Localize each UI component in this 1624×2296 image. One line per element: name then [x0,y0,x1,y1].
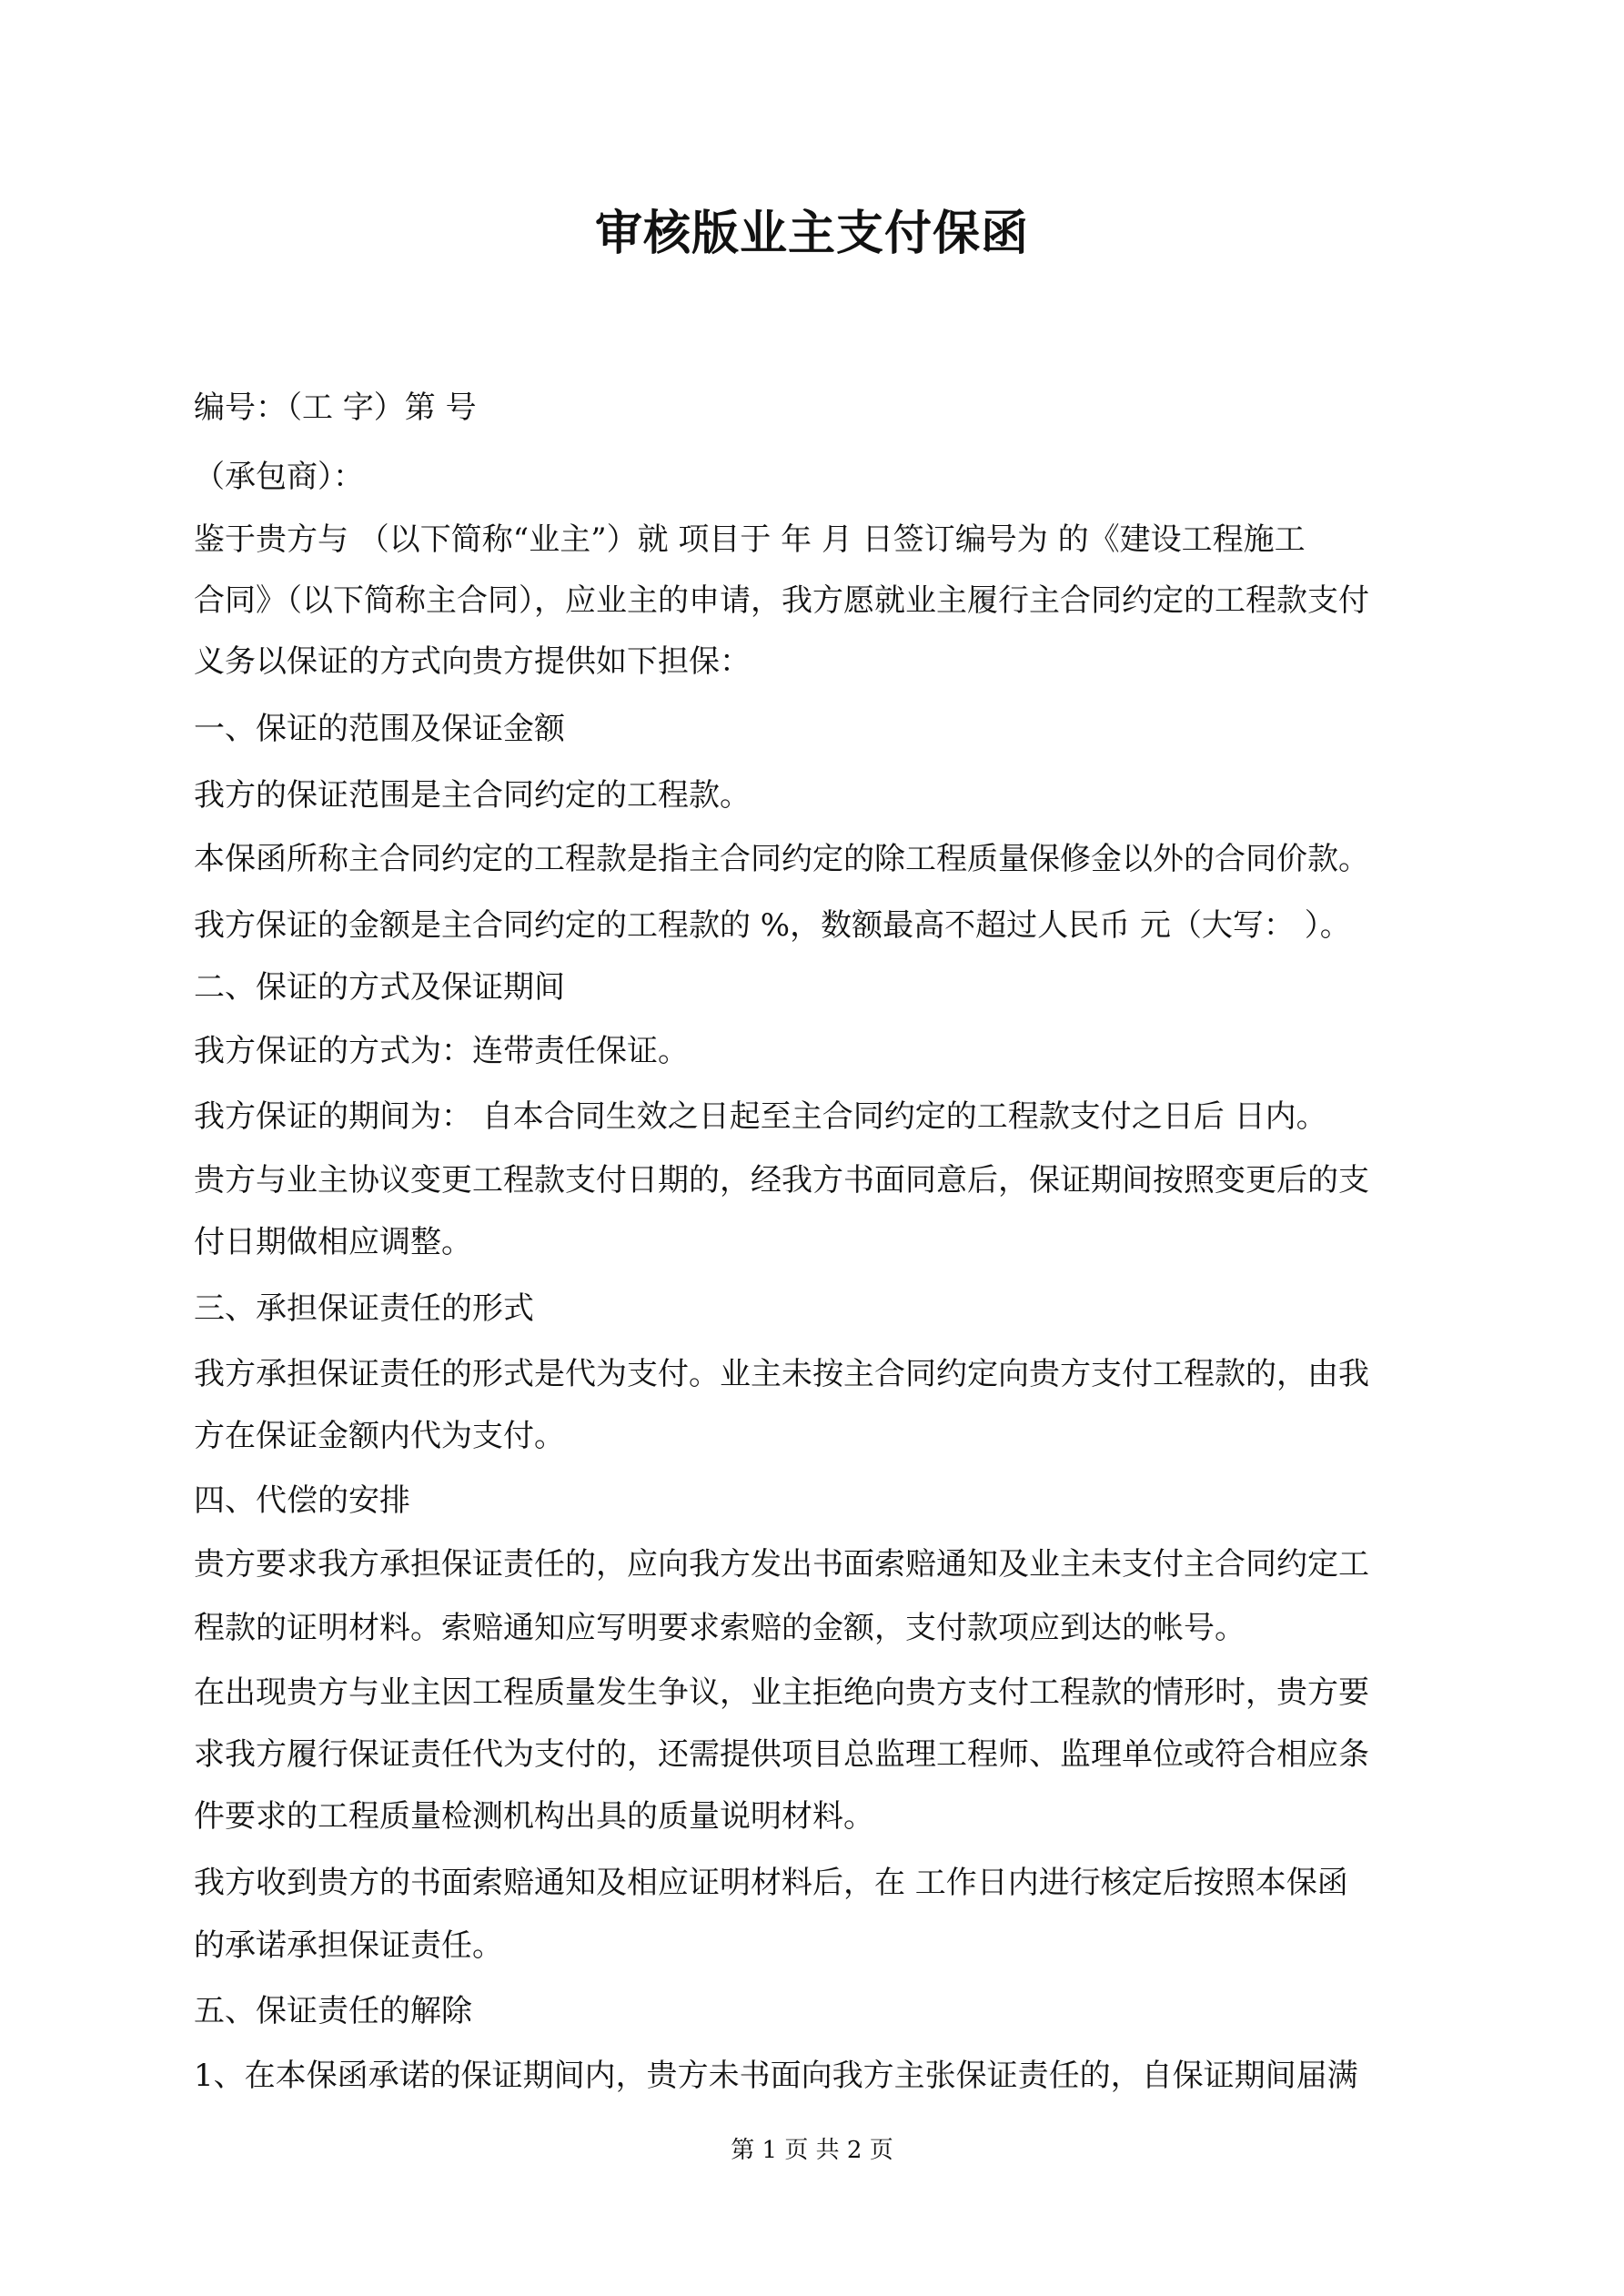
body-line: 1、在本保函承诺的保证期间内，贵方未书面向我方主张保证责任的，自保证期间届满 [194,2058,1358,2094]
serial-number-line: 编号：（工 字）第 号 [194,389,477,426]
body-line: 程款的证明材料。索赔通知应写明要求索赔的金额，支付款项应到达的帐号。 [194,1610,1246,1646]
body-line: 我方的保证范围是主合同约定的工程款。 [194,777,751,814]
body-line: 在出现贵方与业主因工程质量发生争议，业主拒绝向贵方支付工程款的情形时，贵方要 [194,1674,1369,1711]
body-line: 贵方要求我方承担保证责任的，应向我方发出书面索赔通知及业主未支付主合同约定工 [194,1546,1369,1583]
document-title: 审核版业主支付保函 [594,206,1029,261]
section-heading: 四、代偿的安排 [194,1482,410,1519]
body-line: 我方承担保证责任的形式是代为支付。业主未按主合同约定向贵方支付工程款的，由我 [194,1356,1369,1392]
section-heading: 一、保证的范围及保证金额 [194,711,565,747]
section-heading: 五、保证责任的解除 [194,1993,472,2029]
body-line: 我方保证的期间为： 自本合同生效之日起至主合同约定的工程款支付之日后 日内。 [194,1098,1327,1135]
body-line: 方在保证金额内代为支付。 [194,1418,565,1454]
body-line: 我方保证的方式为：连带责任保证。 [194,1033,689,1069]
section-heading: 三、承担保证责任的形式 [194,1290,534,1327]
body-line: 付日期做相应调整。 [194,1224,472,1260]
page-number-footer: 第 1 页 共 2 页 [731,2137,893,2164]
body-line: 本保函所称主合同约定的工程款是指主合同约定的除工程质量保修金以外的合同价款。 [194,841,1369,877]
body-line: 鉴于贵方与 （以下简称“业主”）就 项目于 年 月 日签订编号为 的《建设工程施工 [194,521,1306,558]
body-line: 件要求的工程质量检测机构出具的质量说明材料。 [194,1798,874,1835]
body-line: 我方保证的金额是主合同约定的工程款的 %，数额最高不超过人民币 元（大写： ）。 [194,907,1351,944]
section-heading: 二、保证的方式及保证期间 [194,969,565,1006]
body-line: 义务以保证的方式向贵方提供如下担保： [194,643,751,680]
body-line: 求我方履行保证责任代为支付的，还需提供项目总监理工程师、监理单位或符合相应条 [194,1736,1369,1773]
body-line: 贵方与业主协议变更工程款支付日期的，经我方书面同意后，保证期间按照变更后的支 [194,1162,1369,1199]
addressee-line: （承包商）： [194,459,364,495]
body-line: 我方收到贵方的书面索赔通知及相应证明材料后，在 工作日内进行核定后按照本保函 [194,1865,1348,1901]
body-line: 合同》（以下简称主合同），应业主的申请，我方愿就业主履行主合同约定的工程款支付 [194,582,1369,619]
body-line: 的承诺承担保证责任。 [194,1927,503,1964]
